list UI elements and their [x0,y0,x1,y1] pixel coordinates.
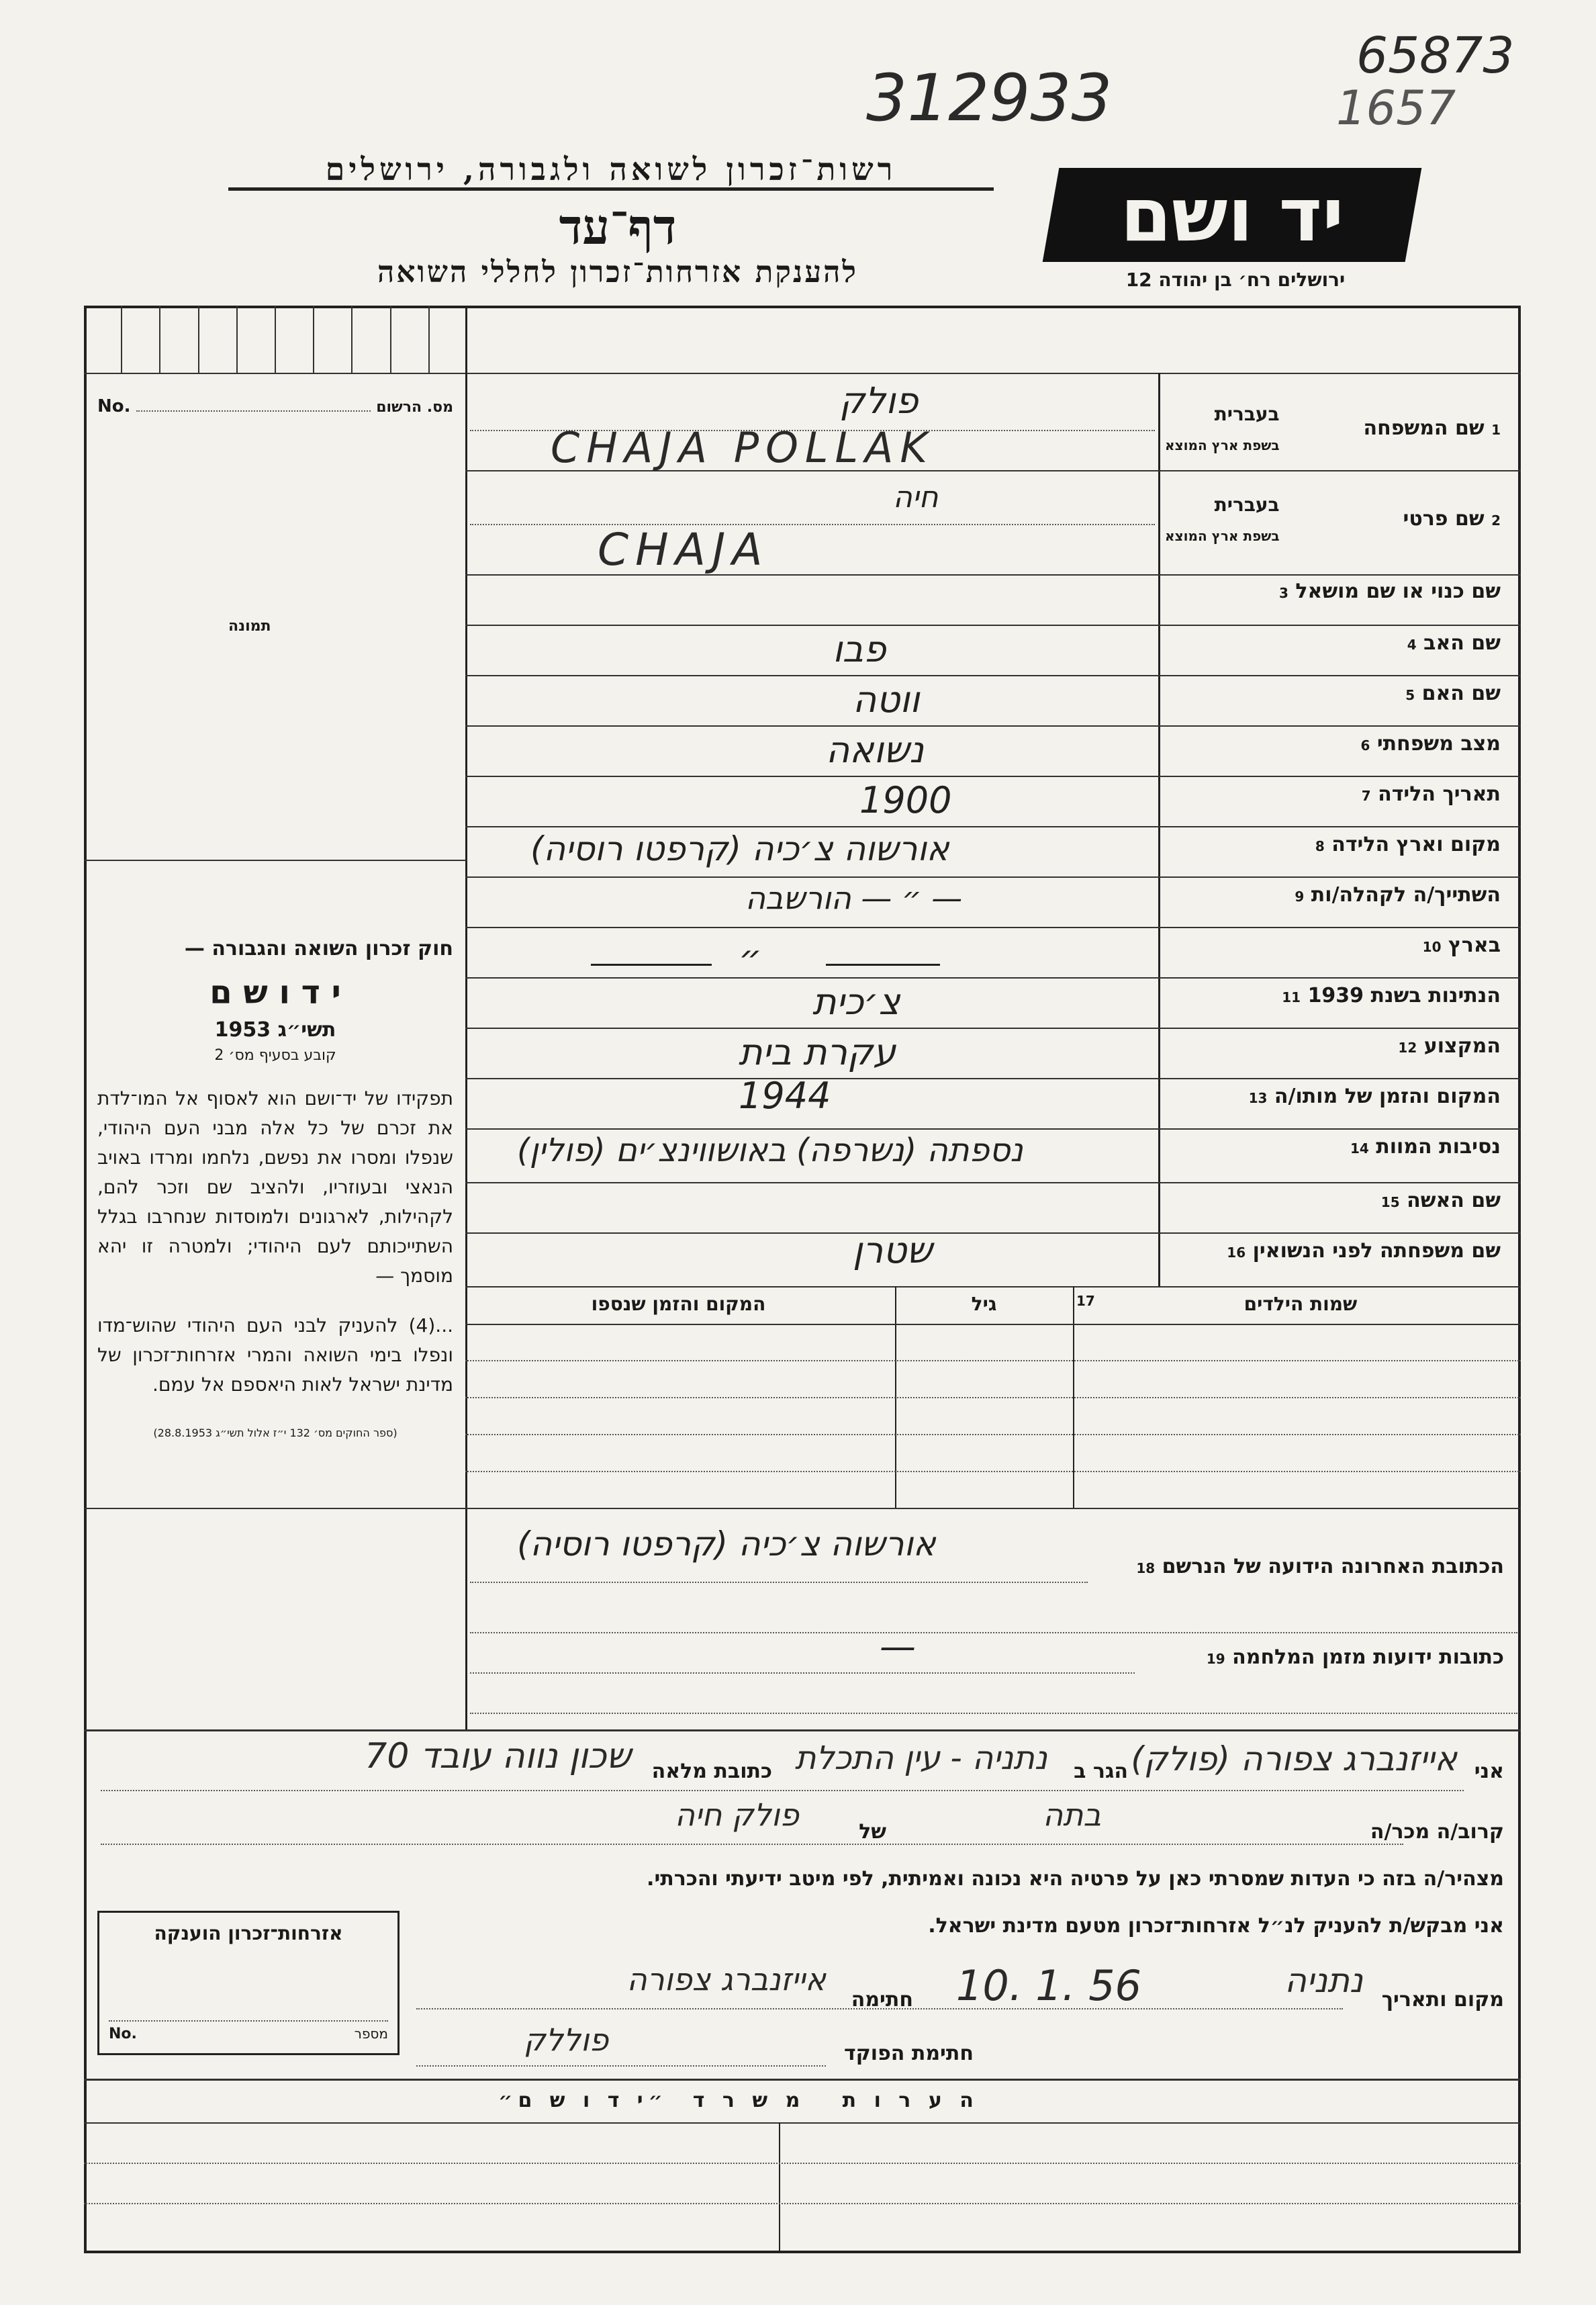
field-8-value: אורשוה צ׳כיה (קרפטו רוסיה) [530,829,949,868]
field-12-value: עקרת בית [739,1031,896,1073]
law-title: חוק זכרון השואה והגבורה — [184,937,453,960]
children-table [465,1286,1521,1508]
field-2-value-latin: CHAJA [598,524,769,576]
declarant-place: נתניה - עין התכלת [794,1739,1047,1777]
field-10-dash [591,964,712,966]
law-name: י ד ו ש ם [209,974,341,1011]
children-header-names: 17 שמות הילדים [1076,1293,1358,1315]
ani-label: אני [1474,1760,1504,1783]
field-11-label: הנתינות בשנת 1939 11 [1282,984,1501,1007]
reg-number-label [97,396,453,416]
law-year: תשי״ג 1953 [214,1018,336,1042]
statement-2: אני מבקש/ת להעניק לנ״ל אזרחות־זכרון מטעם מדינת ישראל. [928,1914,1504,1938]
field-10-dash-2 [826,964,940,966]
field-9-value: — ״ — הורשבה [745,880,963,916]
officer-signature-label: חתימת הפוקד [844,2042,974,2065]
field-15-label: שם האשה 15 [1380,1189,1501,1212]
field-3-label: שם כנוי או שם מושאל 3 [1278,580,1501,603]
field-2-value-hebrew: חיה [893,480,939,514]
yad-vashem-logo [1043,168,1422,262]
place-date-value: נתניה [1284,1961,1363,2000]
no-label: No. [97,396,131,416]
place-date-label: מקום ותאריך [1381,1988,1504,2012]
form-subtitle: להענקת אזרחות־זכרון לחללי השואה [377,255,858,289]
resides-label: הגר ב [1074,1760,1128,1783]
of-label: של [859,1820,886,1844]
field-5-label: שם האם 5 [1405,682,1501,705]
field-6-value: נשואה [826,729,924,771]
field-5-value: ווטה [853,678,920,721]
notes-title: ה ע ר ו ת מ ש ר ד ״י ד ו ש ם״ [498,2089,979,2112]
photo-label: תמונה [228,618,271,635]
field-1-value-hebrew: פולק [839,379,919,422]
field-14-label: נסיבות המוות 14 [1350,1135,1501,1159]
field-4-label: שם האב 4 [1407,631,1501,655]
signature-line [416,1961,1504,2015]
form-title: דף־עד [559,198,677,255]
officer-signature-value: פוללק [524,2022,609,2058]
relative-label: קרוב/ה מכר/ה [1370,1820,1504,1844]
signature-value: אייזנברג צפורה [626,1961,826,1997]
field-7-label: תאריך הלידה 7 [1361,782,1501,806]
children-header-place: המקום והזמן שנספו [591,1293,766,1315]
field-9-label: השתייך/ה לקהלה/ות 9 [1295,883,1501,907]
declaration-line-2 [101,1797,1504,1847]
archive-number-1: 65873 [1356,27,1515,85]
law-source: (ספר החוקים מס׳ 132 י״ז אלול תשי״ג 28.8.1953) [153,1427,397,1439]
declarant-address: שכון נווה עובד 70 [365,1736,631,1776]
field-16-label: שם משפחתה לפני הנשואין 16 [1227,1239,1501,1263]
field-14-value: נספתה (נשרפה) באושווינצ׳ים (פולין) [517,1132,1023,1169]
law-panel [97,937,453,1439]
reg-label: מס. הרשום [376,399,453,416]
authority-name: רשות־זכרון לשואה ולגבורה, ירושלים [228,151,994,191]
law-text-1: תפקידו של יד־ושם הוא לאסוף אל המו־לדת את זכרם של כל אלה מבני העם היהודי, שנפלו ומסרו את נפשם, נלחמו ומרדו באויב הנאצי ובעוזריו, ולהציב שם וזכר להם, לקהילות, לארגונים ולמוסדות שנחרבו בגלל השתייכותם לעם היהודי; ולמטרה זו יהא מוסמך — [97,1087,453,1287]
field-2-label: 2 שם פרטי בעברית בשפת ארץ המוצא [1165,494,1501,544]
award-title: אזרחות־זכרון הוענקה [154,1922,343,1944]
law-text-2: ...(4) להעניק לבני העם היהודי שהוש־מדו ונפלו בימי השואה והמרי אזרחות־זכרון של מדינת ישראל לאות היאספם אל עמם. [97,1314,453,1396]
field-10-value: ״ [739,937,762,979]
statement-1: מצהיר/ה בזה כי העדות שמסרתי כאן על פרטיה היא נכונה ואמיתית, לפי מיטב ידיעתי והכרתי. [647,1867,1504,1891]
signature-label: חתימה [851,1988,913,2012]
field-19-value: — [880,1625,916,1668]
logo-text: יד ושם [1120,172,1344,258]
field-13-label: המקום והזמן של מותו/ה 13 [1248,1085,1501,1108]
file-number: 312933 [866,60,1113,136]
declarant-name: אייזנברג צפורה (פולק) [1131,1739,1457,1778]
address-label: כתובת מלאה [651,1760,772,1783]
field-1-value-latin: CHAJA POLLAK [551,423,935,472]
field-16-value: שטרן [853,1229,933,1271]
field-12-label: המקצוע 12 [1398,1034,1501,1058]
field-6-label: מצב משפחתי 6 [1360,732,1501,756]
declaration-line-1 [101,1736,1504,1787]
field-18-label: הכתובת האחרונה הידועה של הנרשם 18 [1136,1555,1504,1578]
field-19-label: כתובות ידועות מזמן המלחמה 19 [1206,1645,1504,1669]
date-value: 10. 1. 56 [955,1961,1141,2010]
field-11-value: צ׳כית [812,981,900,1023]
relative-value: בתה [1043,1797,1101,1833]
award-box [97,1911,400,2055]
field-13-value: 1944 [739,1075,831,1117]
field-1-label: 1 שם המשפחה בעברית בשפת ארץ המוצא [1165,403,1501,453]
children-header-age: גיל [971,1293,997,1315]
field-7-value: 1900 [859,779,952,821]
award-number-row: No. מספר [109,2020,388,2042]
field-10-label: בארץ 10 [1422,934,1501,957]
field-4-value: פבו [833,628,886,670]
field-18-value: אורשוה צ׳כיה (קרפטו רוסיה) [517,1525,936,1564]
field-8-label: מקום וארץ הלידה 8 [1315,833,1501,856]
code-boxes [84,306,467,373]
law-clause: קובע בסעיף מס׳ 2 [214,1047,336,1064]
archive-number-2: 1657 [1336,81,1456,136]
logo-address: ירושלים רח׳ בן יהודה 12 [1125,269,1346,291]
of-value: פולק חיה [674,1797,799,1833]
